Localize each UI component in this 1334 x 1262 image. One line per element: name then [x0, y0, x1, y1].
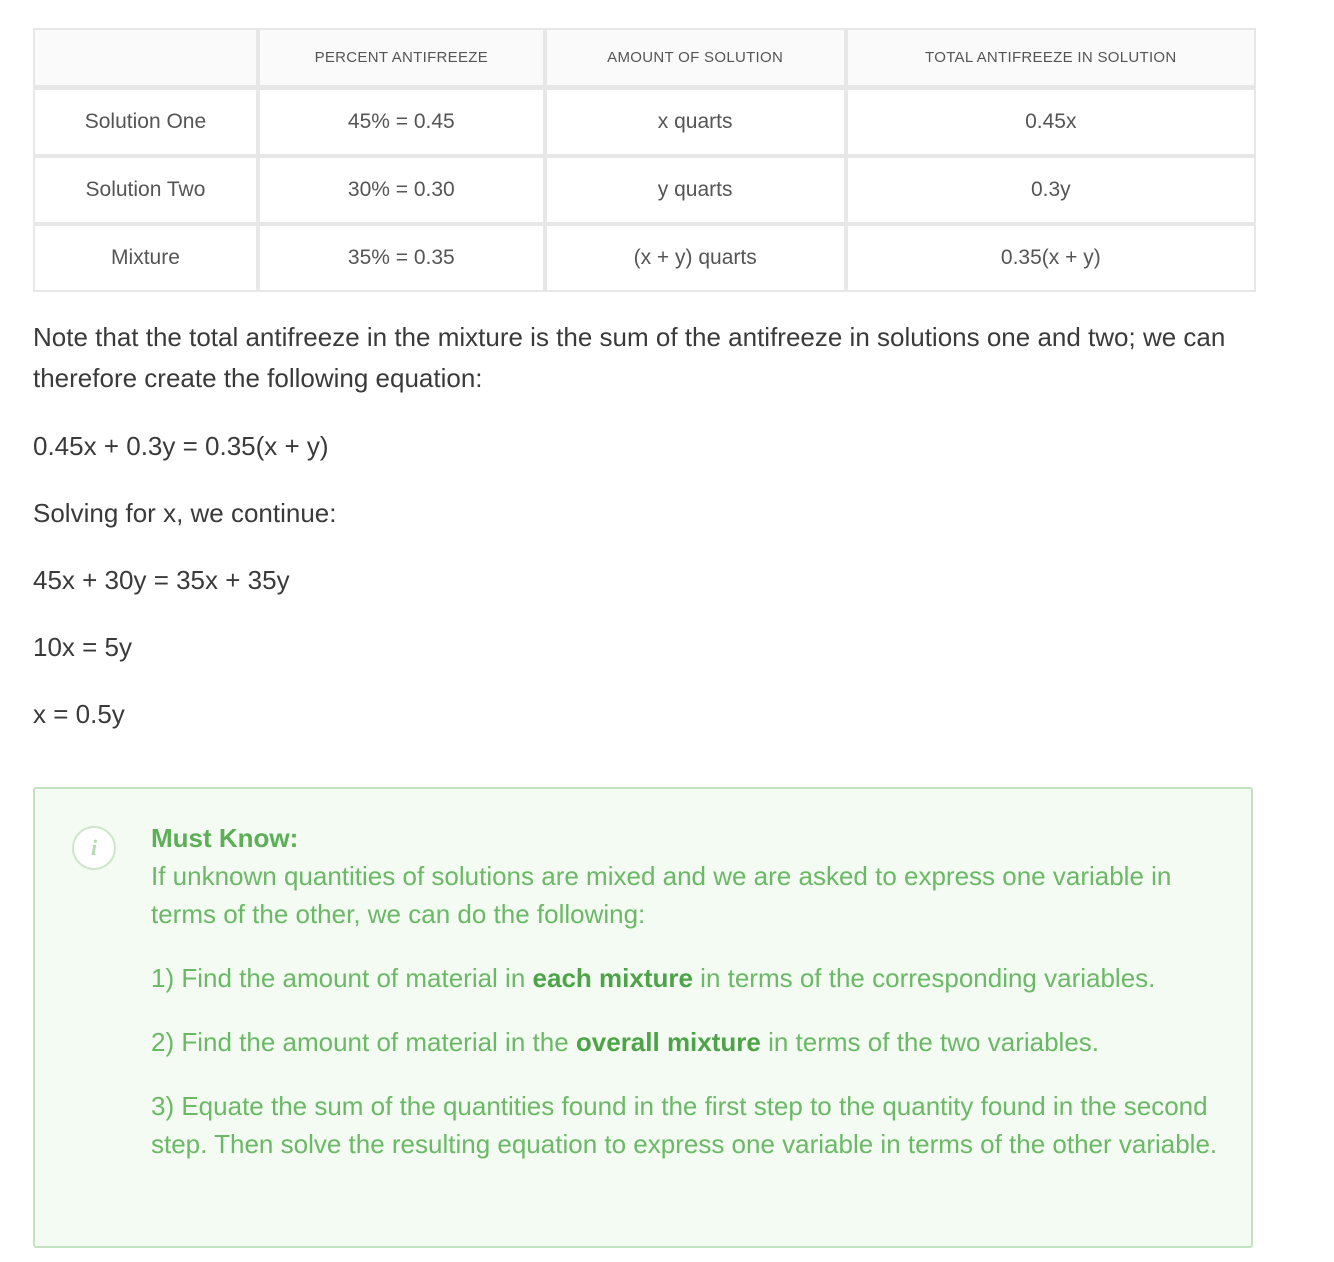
table-cell: Mixture [33, 224, 258, 292]
explanation-paragraph: Note that the total antifreeze in the mixture is the sum of the antifreeze in solutions one and two; we can therefore create the following equation: [33, 322, 1226, 393]
equation: 10x = 5y [33, 632, 133, 662]
table-cell: x quarts [545, 88, 846, 156]
must-know-callout [33, 787, 1253, 1248]
table-cell: (x + y) quarts [545, 224, 846, 292]
step-text: 1) Find the amount of material in [151, 963, 533, 993]
table-header-cell: AMOUNT OF SOLUTION [545, 28, 846, 88]
table-cell: 0.3y [846, 156, 1256, 224]
info-icon: i [72, 826, 116, 870]
callout-step [151, 959, 1231, 997]
table-cell: Solution One [33, 88, 258, 156]
step-text: in terms of the corresponding variables. [692, 963, 1156, 993]
table-cell: Solution Two [33, 156, 258, 224]
step-text: 2) Find the amount of material in the [151, 1027, 576, 1057]
callout-step [151, 1087, 1231, 1163]
step-emphasis: overall mixture [575, 1027, 761, 1057]
callout-title: Must Know: [151, 823, 299, 853]
step-text: 3) Equate the sum of the quantities found in the first step to the quantity found in the second step. Then solve the resulting equation to express one variable in terms of the other variable. [151, 1091, 1218, 1159]
equation: 0.45x + 0.3y = 0.35(x + y) [33, 431, 329, 461]
step-emphasis: each mixture [532, 963, 693, 993]
table-cell: 30% = 0.30 [258, 156, 545, 224]
callout-intro: If unknown quantities of solutions are mixed and we are asked to express one variable in terms of the other, we can do the following: [151, 861, 1172, 929]
table-header-cell: PERCENT ANTIFREEZE [258, 28, 545, 88]
step-text: in terms of the two variables. [760, 1027, 1100, 1057]
table-cell: 0.35(x + y) [846, 224, 1256, 292]
table-cell: 0.45x [846, 88, 1256, 156]
table-cell: y quarts [545, 156, 846, 224]
table-row [33, 88, 1256, 156]
callout-step [151, 1023, 1231, 1061]
table-cell: 35% = 0.35 [258, 224, 545, 292]
antifreeze-table [33, 28, 1256, 292]
callout-content [151, 819, 1231, 1189]
solving-text: Solving for x, we continue: [33, 498, 337, 528]
equation: x = 0.5y [33, 699, 125, 729]
table-cell: 45% = 0.45 [258, 88, 545, 156]
table-row [33, 224, 1256, 292]
table-row [33, 156, 1256, 224]
table-header-row [33, 28, 1256, 88]
table-header-cell: TOTAL ANTIFREEZE IN SOLUTION [846, 28, 1256, 88]
equation: 45x + 30y = 35x + 35y [33, 565, 290, 595]
table-header-cell [33, 28, 258, 88]
